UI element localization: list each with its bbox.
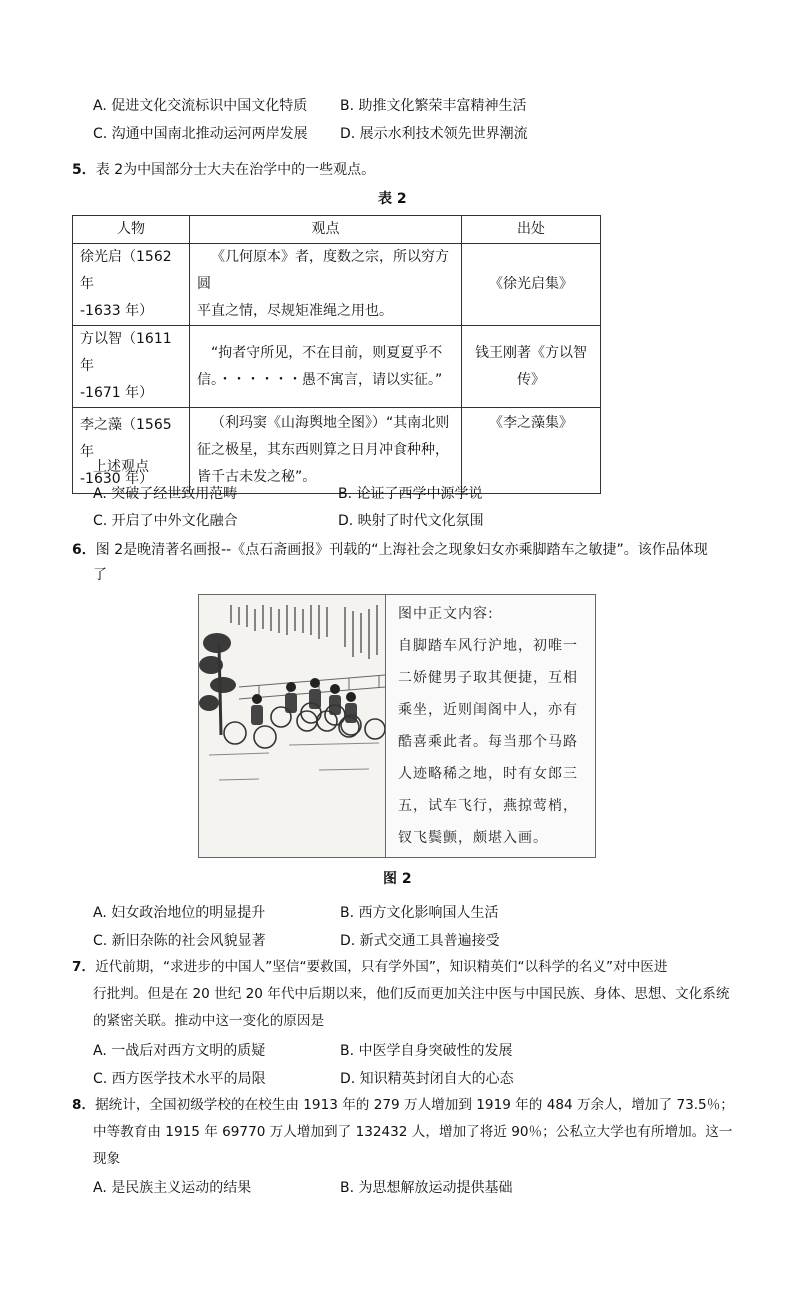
figure-panel-line: 人迹略稀之地，时有女郎三	[398, 766, 578, 782]
q5-stem-text: 表 2为中国部分士大夫在治学中的一些观点。	[95, 162, 376, 178]
q7-option-c: C. 西方医学技术水平的局限	[93, 1071, 266, 1087]
table-cell-view: 《几何原本》者，度数之宗，所以穷方圆 平直之情，尽规矩准绳之用也。	[190, 244, 462, 326]
table-row	[73, 326, 601, 408]
q4-option-d: D. 展示水利技术领先世界潮流	[340, 126, 528, 142]
q8-stem-line1: 8．据统计，全国初级学校的在校生由 1913 年的 279 万人增加到 1919 年的 484 万余人，增加了 73.5％；	[72, 1097, 734, 1113]
figure-caption: 图 2	[383, 871, 412, 887]
figure-panel-line: 二娇健男子取其便捷，互相	[398, 670, 578, 686]
illustration-drawing	[199, 595, 385, 857]
q4-option-a: A. 促进文化交流标识中国文化特质	[93, 98, 308, 114]
figure-panel-line: 钗飞鬓颤，颇堪入画。	[398, 830, 548, 846]
table-cell-source: 《李之藻集》	[462, 408, 601, 494]
q7-number: 7．	[72, 959, 96, 975]
table-cell-person: 方以智（1611 年 -1671 年）	[73, 326, 190, 408]
table-cell-person: 李之藻（1565 年 -1630 年）	[73, 408, 190, 494]
q8-option-a: A. 是民族主义运动的结果	[93, 1180, 252, 1196]
q7-option-a: A. 一战后对西方文明的质疑	[93, 1043, 266, 1059]
figure-panel-line: 酷喜乘此者。每当那个马路	[398, 734, 578, 750]
q5-option-b: B. 论证了西学中源学说	[338, 486, 483, 502]
q5-option-c: C. 开启了中外文化融合	[93, 513, 238, 529]
table-cell-view: “拘者守所见，不在目前，则夏夏乎不 信。・・・・・・愚不寓言，请以实征。”	[190, 326, 462, 408]
q7-stem-line1: 7．近代前期，“求进步的中国人”坚信“要救国，只有学外国”，知识精英们“以科学的名义”对中医进	[72, 959, 668, 975]
table-cell-source: 《徐光启集》	[462, 244, 601, 326]
q8-number: 8．	[72, 1097, 96, 1113]
q7-stem-line2: 行批判。但是在 20 世纪 20 年代中后期以来，他们反而更加关注中医与中国民族、身体、思想、文化系统	[93, 986, 730, 1002]
q5-stem	[72, 157, 375, 184]
table-cell-person: 徐光启（1562 年 -1633 年）	[73, 244, 190, 326]
figure-panel-line: 乘坐，近则闺阁中人，亦有	[398, 702, 578, 718]
viewpoints-table	[72, 215, 601, 494]
q6-stem: 6．图 2是晚清著名画报--《点石斋画报》刊载的“上海社会之现象妇女亦乘脚踏车之敏捷”。该作品体现	[72, 542, 708, 558]
q6-stem-line2: 了	[93, 567, 107, 583]
bicycle-illustration	[199, 595, 386, 857]
q5-option-d: D. 映射了时代文化氛围	[338, 513, 484, 529]
q4-option-c: C. 沟通中国南北推动运河两岸发展	[93, 126, 308, 142]
q8-stem-line3: 现象	[93, 1151, 121, 1167]
q6-option-b: B. 西方文化影响国人生活	[340, 905, 499, 921]
q7-option-d: D. 知识精英封闭自大的心态	[340, 1071, 514, 1087]
figure-panel-title: 图中正文内容:	[398, 606, 494, 622]
table-row	[73, 408, 601, 494]
q5-option-a: A. 突破了经世致用范畴	[93, 486, 238, 502]
figure-panel-line: 自脚踏车风行沪地，初唯一	[398, 638, 578, 654]
q6-option-d: D. 新式交通工具普遍接受	[340, 933, 500, 949]
table-cell-source: 钱王刚著《方以智 传》	[462, 326, 601, 408]
q8-option-b: B. 为思想解放运动提供基础	[340, 1180, 513, 1196]
q5-lead: 上述观点	[93, 459, 149, 475]
q4-option-b: B. 助推文化繁荣丰富精神生活	[340, 98, 527, 114]
q6-option-a: A. 妇女政治地位的明显提升	[93, 905, 266, 921]
figure-2	[198, 594, 596, 858]
table-row	[73, 244, 601, 326]
table-header-source: 出处	[462, 216, 601, 244]
q7-option-b: B. 中医学自身突破性的发展	[340, 1043, 513, 1059]
table-header-view: 观点	[190, 216, 462, 244]
q6-option-c: C. 新旧杂陈的社会风貌显著	[93, 933, 266, 949]
q8-stem-line2: 中等教育由 1915 年 69770 万人增加到了 132432 人，增加了将近 90％；公私立大学也有所增加。这一	[93, 1124, 733, 1140]
q5-number: 5．	[72, 162, 96, 178]
q7-stem-line3: 的紧密关联。推动中这一变化的原因是	[93, 1013, 325, 1029]
q6-number: 6．	[72, 542, 96, 558]
table-header-row	[73, 216, 601, 244]
figure-panel-line: 五，试车飞行，燕掠莺梢，	[398, 798, 578, 814]
figure-text-panel	[386, 595, 595, 857]
table-caption: 表 2	[378, 191, 407, 207]
table-header-person: 人物	[73, 216, 190, 244]
table-cell-view: （利玛窦《山海舆地全图》）“其南北则 征之极星，其东西则算之日月冲食种种， 皆千古未发之秘”。	[190, 408, 462, 494]
